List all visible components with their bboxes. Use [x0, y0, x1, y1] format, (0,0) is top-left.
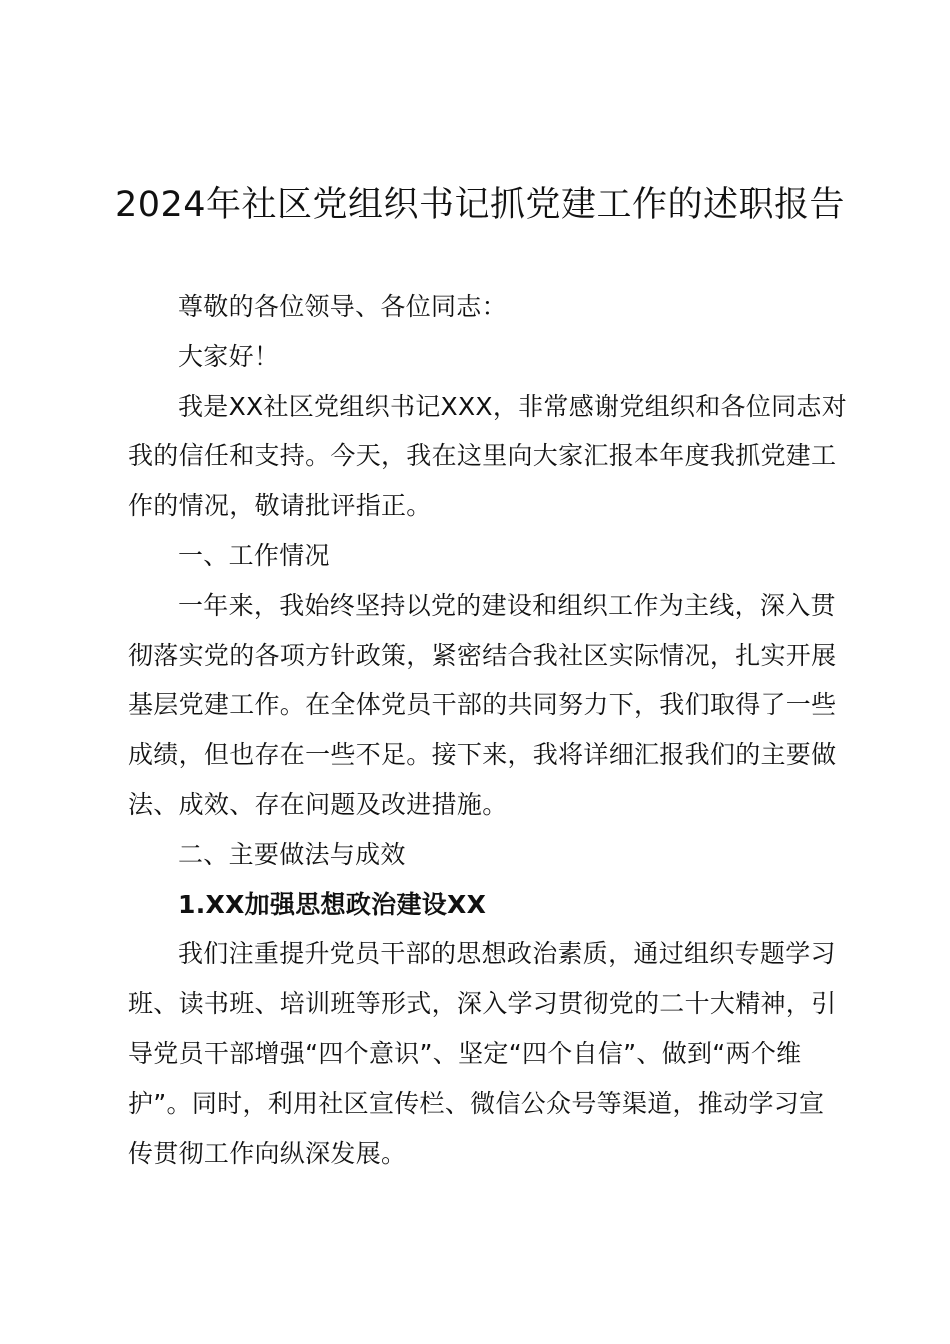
- section-heading-work-status: 一、工作情况: [178, 540, 330, 570]
- subheading-ideological-building: 1.XX加强思想政治建设XX: [178, 889, 487, 919]
- ideological-building-paragraph: 我们注重提升党员干部的思想政治素质，通过组织专题学习班、读书班、培训班等形式，深入学习贯彻党的二十大精神，引导党员干部增强“四个意识”、坚定“四个自信”、做到“两个维护”。同时，利用社区宣传栏、微信公众号等渠道，推动学习宣传贯彻工作向纵深发展。: [128, 939, 837, 1168]
- section-heading-practices: 二、主要做法与成效: [178, 839, 406, 869]
- greeting: 大家好！: [178, 341, 280, 371]
- intro-paragraph: 我是XX社区党组织书记XXX，非常感谢党组织和各位同志对我的信任和支持。今天，我在这里向大家汇报本年度我抓党建工作的情况，敬请批评指正。: [128, 391, 848, 521]
- document-title: 2024年社区党组织书记抓党建工作的述职报告: [114, 185, 846, 225]
- salutation: 尊敬的各位领导、各位同志：: [178, 292, 507, 321]
- work-status-paragraph: 一年来，我始终坚持以党的建设和组织工作为主线，深入贯彻落实党的各项方针政策，紧密结合我社区实际情况，扎实开展基层党建工作。在全体党员干部的共同努力下，我们取得了一些成绩，但也存在一些不足。接下来，我将详细汇报我们的主要做法、成效、存在问题及改进措施。: [128, 590, 837, 819]
- document-body: [128, 282, 848, 1178]
